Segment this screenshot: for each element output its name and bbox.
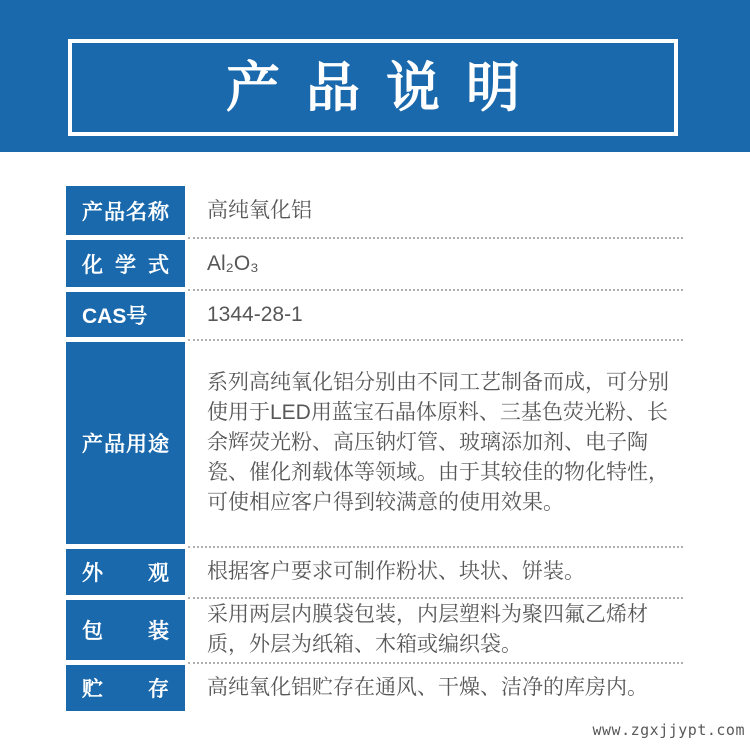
row-label: CAS号	[66, 292, 185, 337]
row-label: 包装	[66, 600, 185, 660]
table-row-product-name	[66, 186, 683, 235]
row-value: 1344-28-1	[207, 302, 303, 326]
row-value: 系列高纯氧化铝分别由不同工艺制备而成，可分别使用于LED用蓝宝石晶体原料、三基色荧光粉、长余辉荧光粉、高压钠灯管、玻璃添加剂、电子陶瓷、催化剂载体等领域。由于其较佳的物化特性，可使相应客户得到较满意的使用效果。	[207, 371, 669, 514]
row-label: 化学式	[66, 240, 185, 287]
page-title: 产品说明	[226, 57, 546, 118]
row-value: 高纯氧化铝	[207, 198, 312, 222]
row-value: 根据客户要求可制作粉状、块状、饼装。	[207, 560, 585, 583]
product-spec-table	[66, 186, 683, 716]
table-row-appearance	[66, 549, 683, 595]
row-label: 产品用途	[66, 342, 185, 544]
table-row-storage	[66, 665, 683, 711]
row-label: 外观	[66, 549, 185, 595]
title-border-box	[68, 39, 678, 136]
row-label: 贮存	[66, 665, 185, 711]
table-row-product-uses	[66, 342, 683, 544]
row-value: Al₂O₃	[207, 251, 259, 275]
row-label: 产品名称	[66, 186, 185, 235]
row-value: 采用两层内膜袋包装，内层塑料为聚四氟乙烯材质，外层为纸箱、木箱或编织袋。	[207, 603, 648, 656]
table-row-packaging	[66, 600, 683, 660]
table-row-chemical-formula	[66, 240, 683, 287]
row-value: 高纯氧化铝贮存在通风、干燥、洁净的库房内。	[207, 676, 648, 699]
watermark-url: www.zgxjjypt.com	[592, 721, 745, 739]
header-banner	[0, 0, 750, 152]
table-row-cas-number	[66, 292, 683, 337]
